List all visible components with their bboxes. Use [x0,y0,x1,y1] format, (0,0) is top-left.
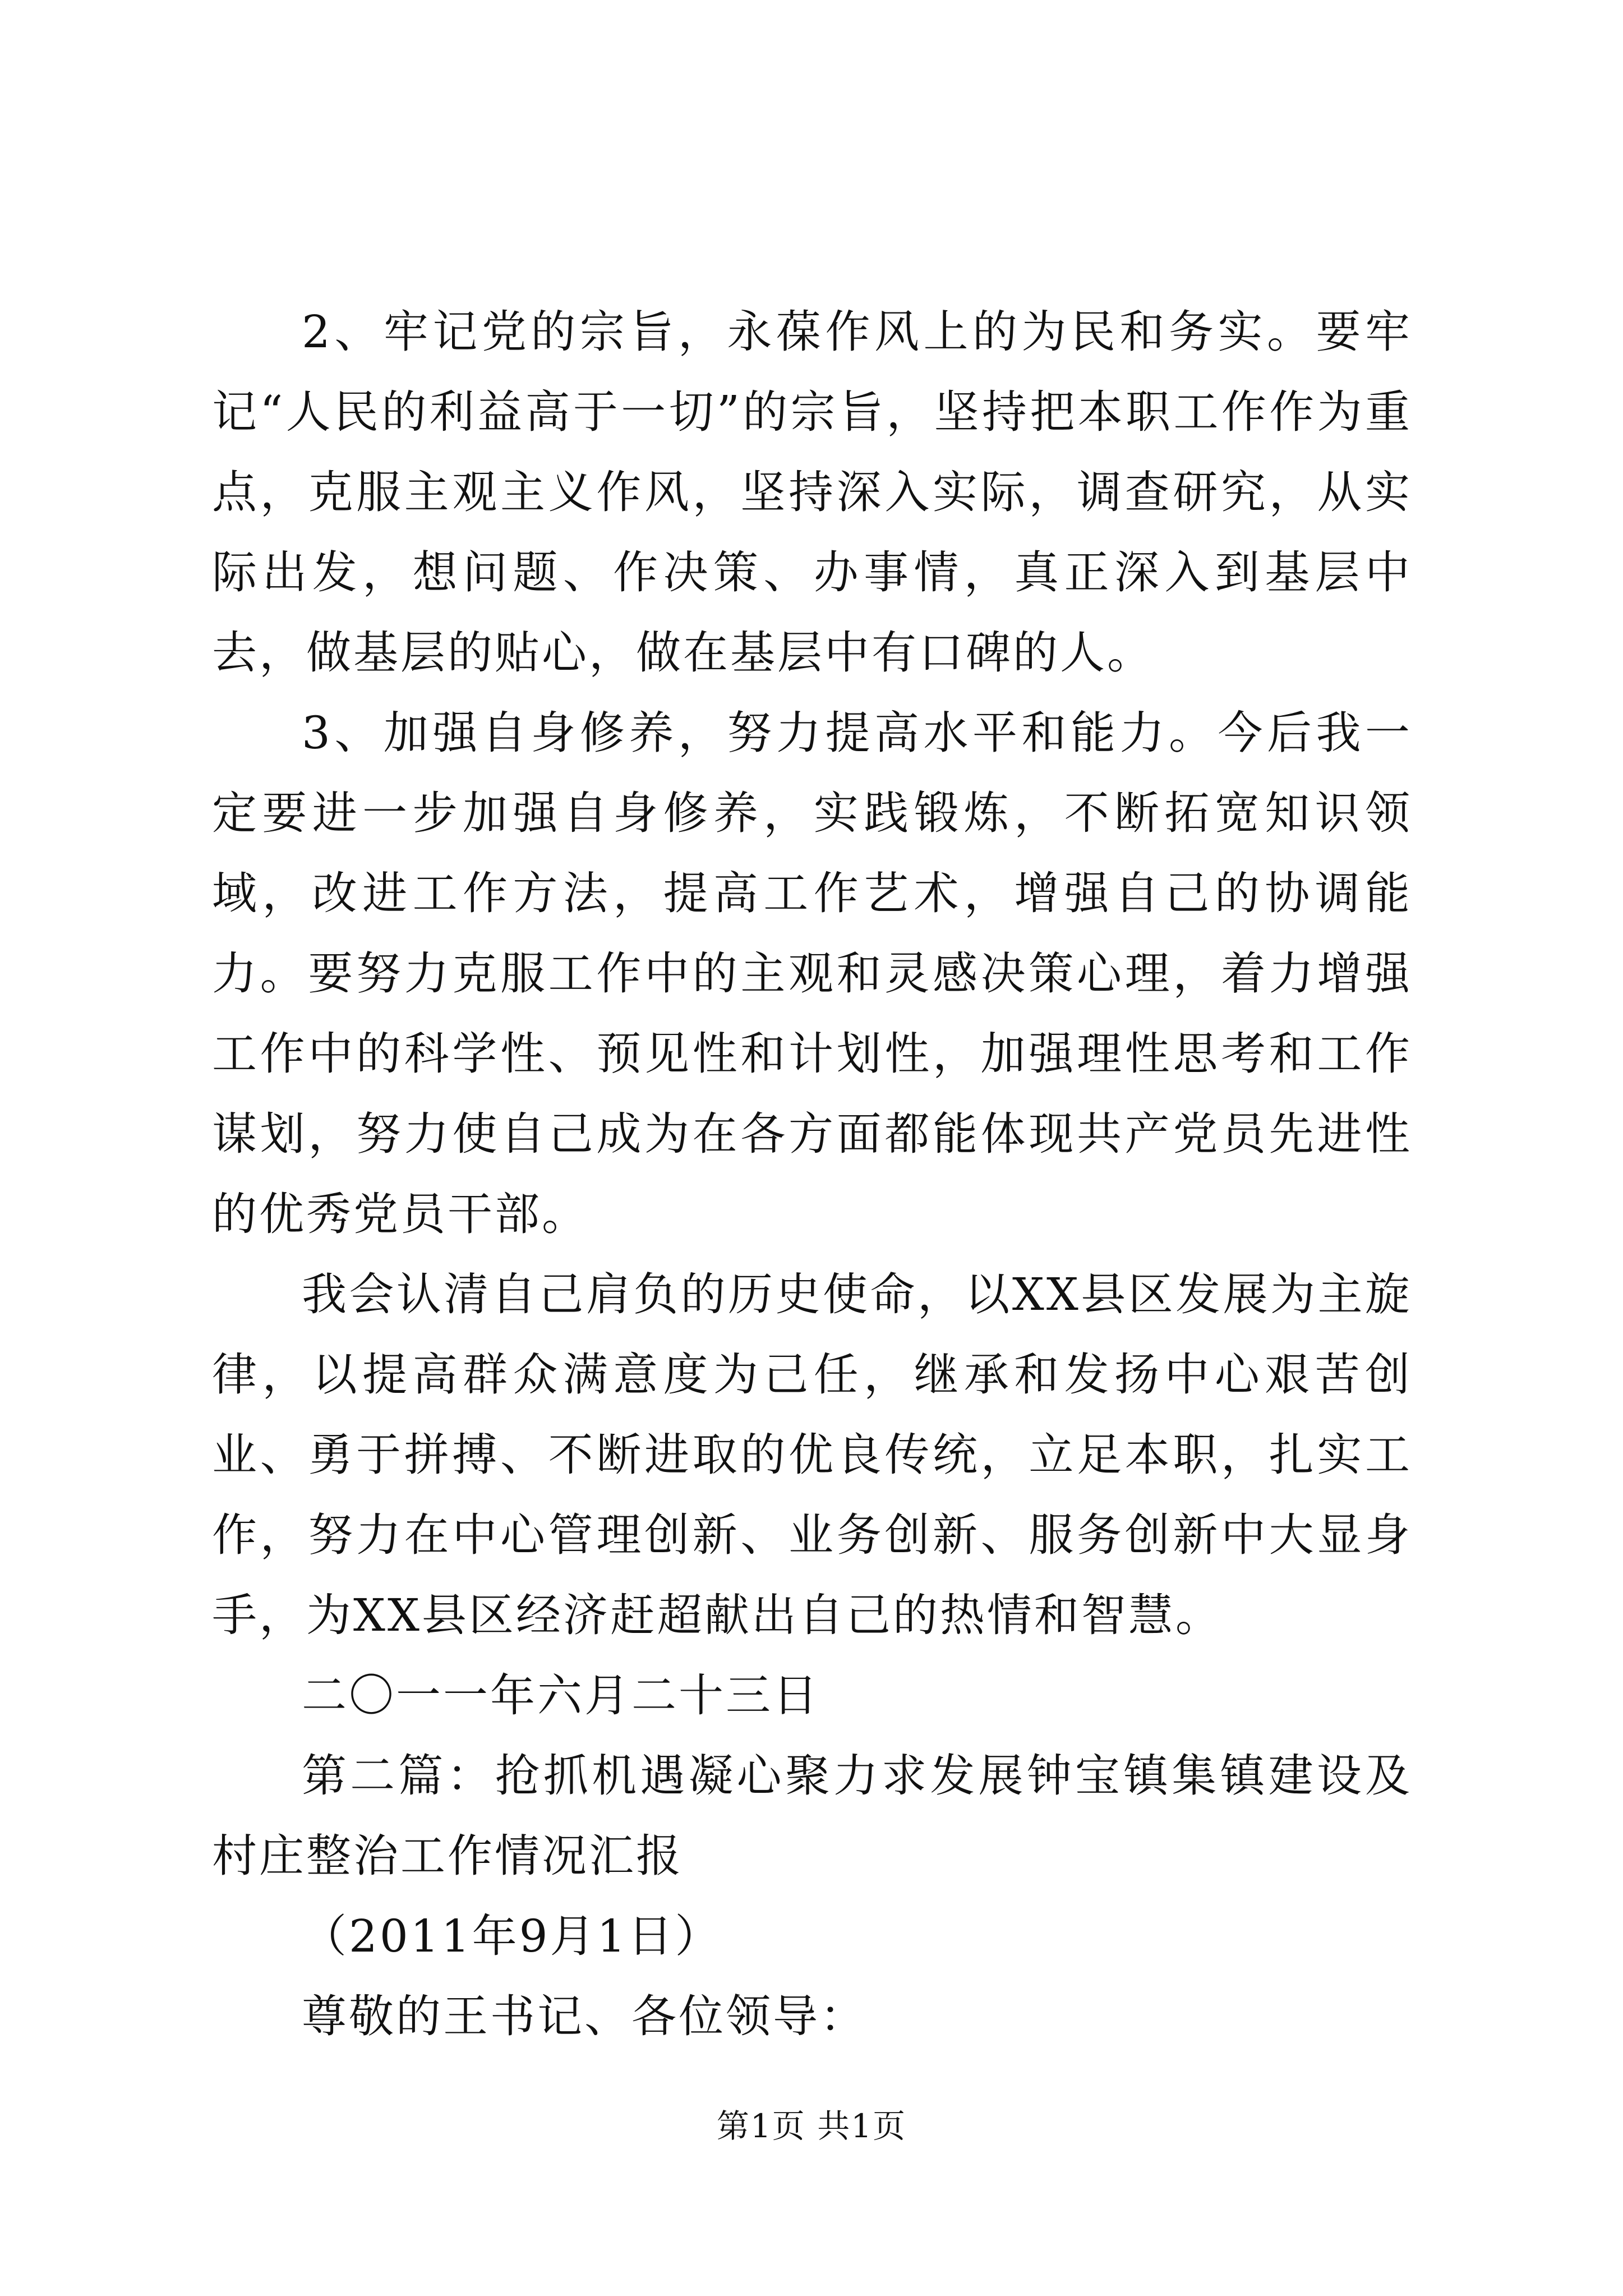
date-line: 二〇一一年六月二十三日 [302,1669,820,1722]
section-title: 第二篇：抢抓机遇凝心聚力求发展钟宝镇集镇建设及村庄整治工作情况汇报 [212,1750,1412,1882]
document-body [212,292,1412,2056]
paragraph-conclusion: 我会认清自己肩负的历史使命，以XX县区发展为主旋律，以提高群众满意度为己任，继承和发扬中心艰苦创业、勇于拼搏、不断进取的优良传统，立足本职，扎实工作，努力在中心管理创新、业务创新、服务创新中大显身手，为XX县区经济赶超献出自己的热情和智慧。 [212,1268,1412,1641]
page-footer: 第1页 共1页 [716,2107,907,2145]
salutation: 尊敬的王书记、各位领导： [302,1990,867,2042]
paragraph-point-3: 3、加强自身修养，努力提高水平和能力。今后我一定要进一步加强自身修养，实践锻炼，不断拓宽知识领域，改进工作方法，提高工作艺术，增强自己的协调能力。要努力克服工作中的主观和灵感决策心理，着力增强工作中的科学性、预见性和计划性，加强理性思考和工作谋划，努力使自己成为在各方面都能体现共产党员先进性的优秀党员干部。 [212,707,1412,1240]
report-date: （2011年9月1日） [302,1910,722,1962]
paragraph-point-2: 2、牢记党的宗旨，永葆作风上的为民和务实。要牢记“人民的利益高于一切”的宗旨，坚持把本职工作作为重点，克服主观主义作风，坚持深入实际，调查研究，从实际出发，想问题、作决策、办事情，真正深入到基层中去，做基层的贴心，做在基层中有口碑的人。 [212,306,1412,679]
